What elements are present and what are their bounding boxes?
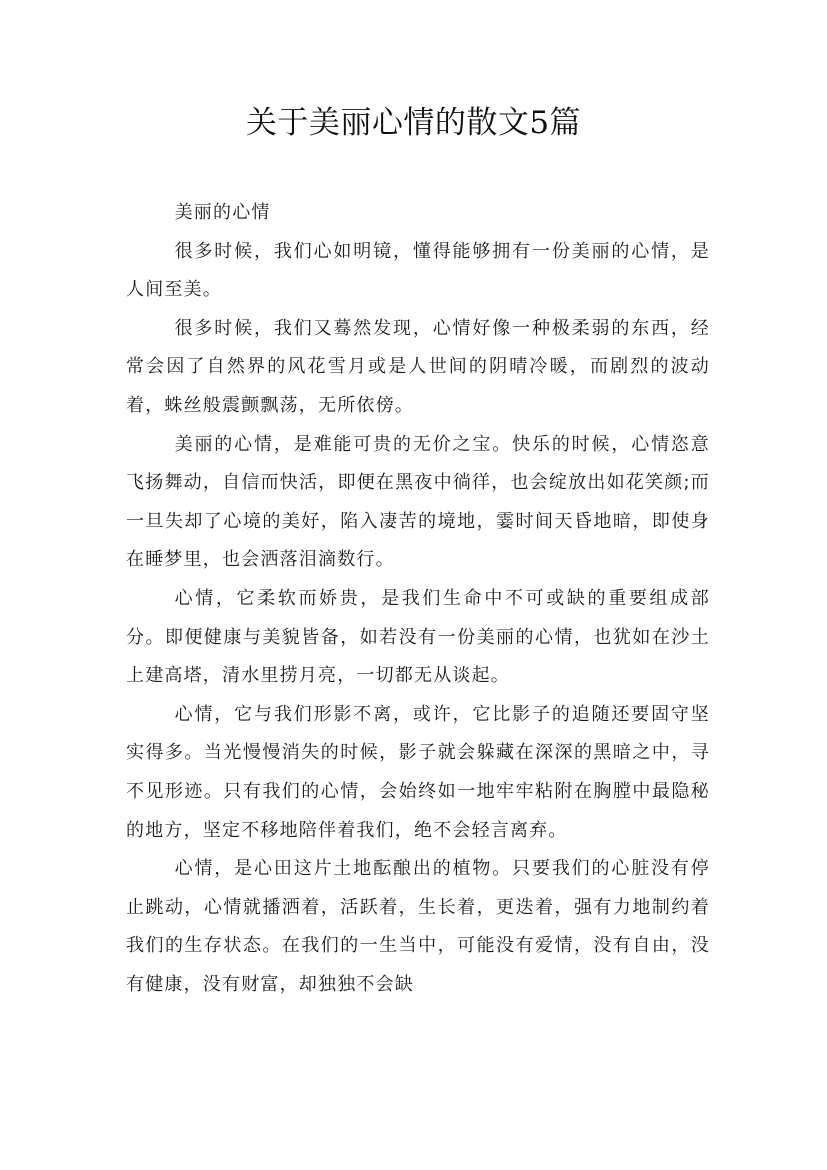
document-body xyxy=(126,194,710,1004)
document-title: 关于美丽心情的散文5篇 xyxy=(245,105,582,141)
paragraph: 心情，它柔软而娇贵，是我们生命中不可或缺的重要组成部分。即便健康与美貌皆备，如若没有一份美丽的心情，也犹如在沙土上建高塔，清水里捞月亮，一切都无从谈起。 xyxy=(126,587,710,687)
paragraph: 美丽的心情，是难能可贵的无价之宝。快乐的时候，心情恣意飞扬舞动，自信而快活，即便在黑夜中徜徉，也会绽放出如花笑颜;而一旦失却了心境的美好，陷入凄苦的境地，霎时间天昏地暗，即使身在睡梦里，也会洒落泪滴数行。 xyxy=(126,433,710,571)
paragraph: 很多时候，我们心如明镜，懂得能够拥有一份美丽的心情，是人间至美。 xyxy=(126,240,710,301)
paragraph: 心情，它与我们形影不离，或许，它比影子的追随还要固守坚实得多。当光慢慢消失的时候，影子就会躲藏在深深的黑暗之中，寻不见形迹。只有我们的心情，会始终如一地牢牢粘附在胸膛中最隐秘的地方，坚定不移地陪伴着我们，绝不会轻言离弃。 xyxy=(126,703,710,841)
paragraph: 很多时候，我们又蓦然发现，心情好像一种极柔弱的东西，经常会因了自然界的风花雪月或是人世间的阴晴冷暖，而剧烈的波动着，蛛丝般震颤飘荡，无所依傍。 xyxy=(126,317,710,416)
paragraph: 心情，是心田这片土地酝酿出的植物。只要我们的心脏没有停止跳动，心情就播洒着，活跃着，生长着，更迭着，强有力地制约着我们的生存状态。在我们的一生当中，可能没有爱情，没有自由，没有健康，没有财富，却独独不会缺 xyxy=(126,858,710,995)
section-heading: 美丽的心情 xyxy=(174,202,271,223)
